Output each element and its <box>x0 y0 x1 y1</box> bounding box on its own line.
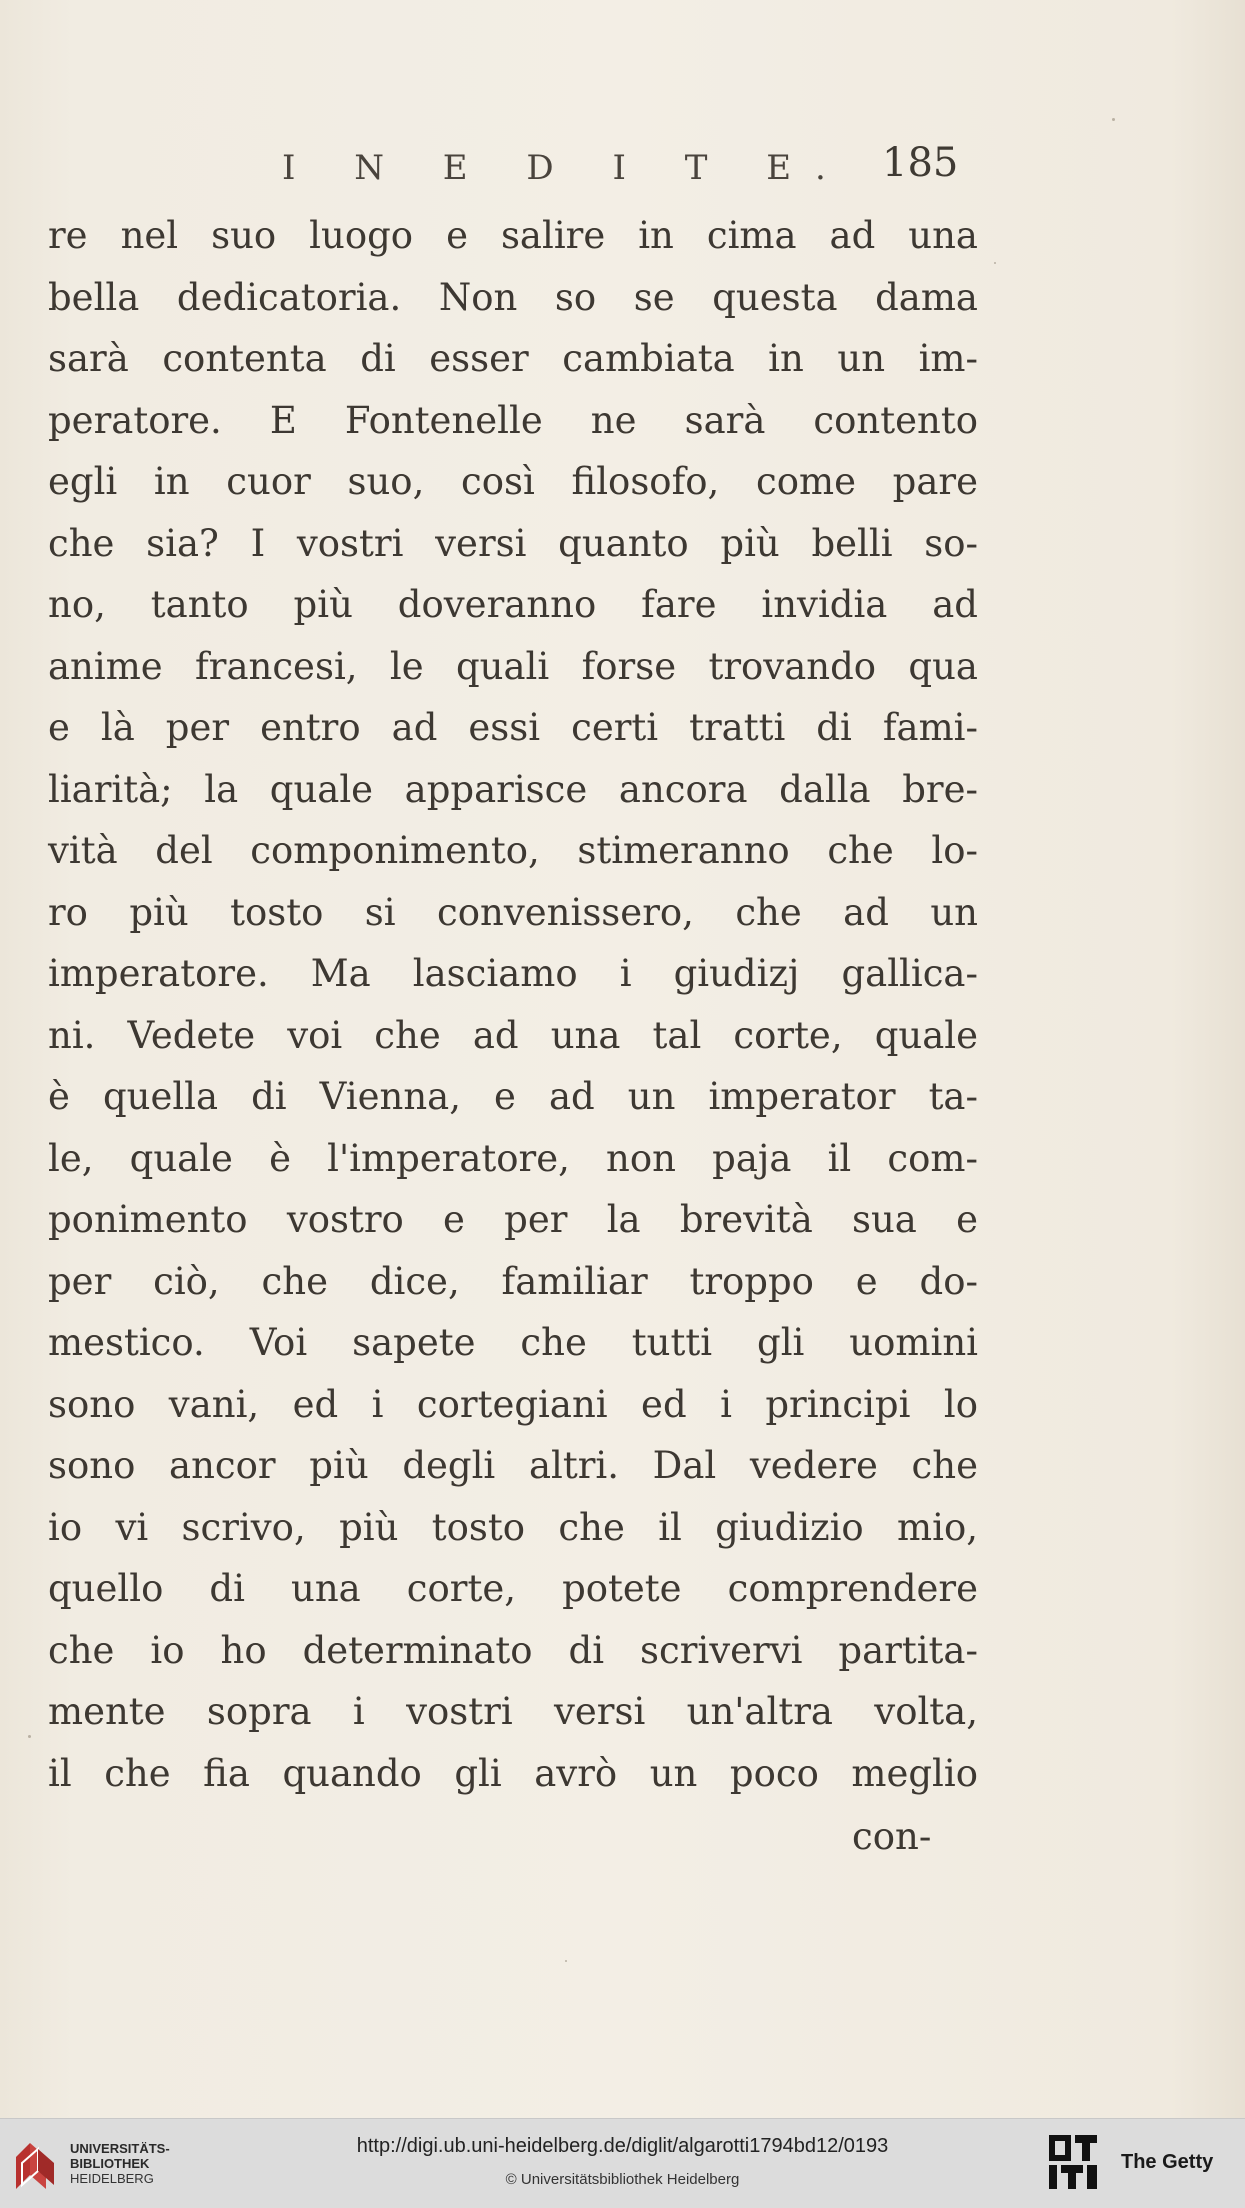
text-line: bella dedicatoria. Non so se questa dama <box>48 275 978 319</box>
text-line: e là per entro ad essi certi tratti di fami- <box>48 706 978 749</box>
text-line: re nel suo luogo e salire in cima ad una <box>48 214 978 257</box>
page-number: 185 <box>882 140 959 186</box>
text-line: io vi scrivo, più tosto che il giudizio mio, <box>48 1505 978 1549</box>
catchword: con- <box>852 1815 932 1858</box>
text-line: che sia? I vostri versi quanto più belli so- <box>48 521 978 565</box>
running-title: I N E D I T E. <box>282 148 850 188</box>
body-text <box>48 205 978 1804</box>
getty-logo-icon[interactable] <box>1047 2131 1101 2193</box>
text-line: ro più tosto si convenissero, che ad un <box>48 890 978 934</box>
permalink-link[interactable]: http://digi.ub.uni-heidelberg.de/diglit/algarotti1794bd12/0193 <box>356 2135 889 2157</box>
text-line: ni. Vedete voi che ad una tal corte, quale <box>48 1013 978 1057</box>
text-line: no, tanto più doveranno fare invidia ad <box>48 583 978 626</box>
text-line: anime francesi, le quali forse trovando qua <box>48 644 978 688</box>
footer-bar <box>0 2118 1245 2208</box>
text-line: quello di una corte, potete comprendere <box>48 1567 978 1610</box>
library-name-line: UNIVERSITÄTS- <box>70 2141 170 2156</box>
paper-speck <box>28 1735 31 1738</box>
paper-speck <box>1112 118 1115 121</box>
text-line: le, quale è l'imperatore, non paja il com- <box>48 1136 978 1180</box>
text-line: sono vani, ed i cortegiani ed i principi lo <box>48 1382 978 1426</box>
text-line: vità del componimento, stimeranno che lo- <box>48 829 978 872</box>
text-line: sarà contenta di esser cambiata in un im- <box>48 337 978 380</box>
library-name-line: HEIDELBERG <box>70 2171 154 2186</box>
paper-speck <box>994 262 996 264</box>
partner-name[interactable]: The Getty <box>1121 2151 1214 2173</box>
text-line: liarità; la quale apparisce ancora dalla bre- <box>48 767 978 811</box>
text-line: mente sopra i vostri versi un'altra volta, <box>48 1690 978 1733</box>
text-line: ponimento vostro e per la brevità sua e <box>48 1198 978 1241</box>
copyright-notice: © Universitätsbibliothek Heidelberg <box>505 2171 740 2188</box>
paper-speck <box>565 1960 567 1962</box>
library-name-line: BIBLIOTHEK <box>70 2156 150 2171</box>
text-line: per ciò, che dice, familiar troppo e do- <box>48 1259 978 1303</box>
text-line: è quella di Vienna, e ad un imperator ta- <box>48 1075 978 1118</box>
text-line: imperatore. Ma lasciamo i giudizj gallica- <box>48 952 978 995</box>
text-line: mestico. Voi sapete che tutti gli uomini <box>48 1321 978 1364</box>
text-line: il che fia quando gli avrò un poco meglio <box>48 1751 978 1795</box>
text-line: sono ancor più degli altri. Dal vedere che <box>48 1444 978 1487</box>
running-head <box>0 140 1245 200</box>
text-line: egli in cuor suo, così filosofo, come pare <box>48 460 978 503</box>
text-line: che io ho determinato di scrivervi partita- <box>48 1628 978 1672</box>
text-line: peratore. E Fontenelle ne sarà contento <box>48 398 978 442</box>
